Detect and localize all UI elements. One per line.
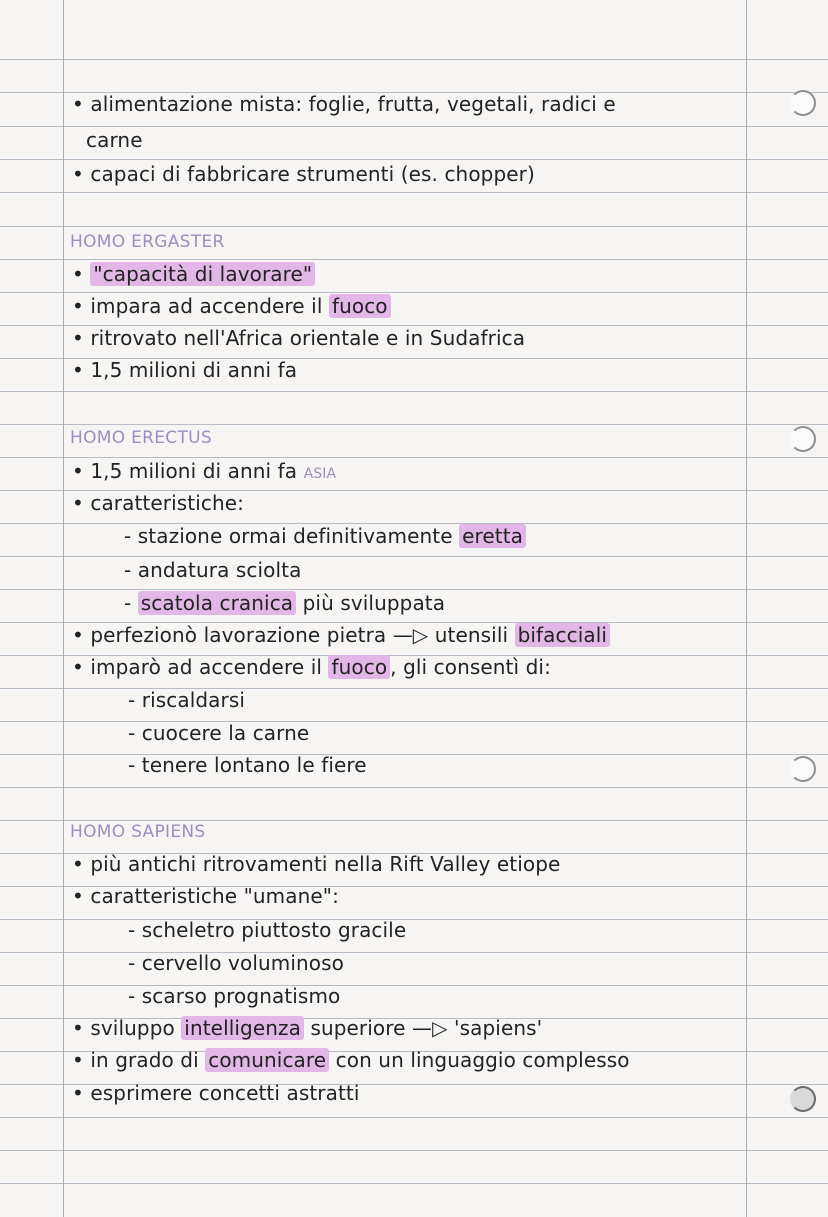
sapiens-line-7-tail: con un linguaggio complesso	[329, 1048, 630, 1072]
erectus-line-5-highlight: scatola cranica	[138, 591, 296, 615]
erectus-line-1-asia: ASIA	[303, 466, 337, 482]
ruled-line	[0, 457, 828, 458]
ruled-line	[0, 424, 828, 425]
ruled-line	[0, 59, 828, 60]
erectus-line-9: - cuocere la carne	[128, 721, 310, 745]
ruled-line	[0, 556, 828, 557]
erectus-line-5-tail: più sviluppata	[296, 591, 446, 615]
ruled-line	[0, 688, 828, 689]
erectus-line-5	[124, 591, 445, 615]
erectus-line-3-highlight: eretta	[459, 524, 526, 548]
erectus-line-7	[72, 655, 551, 679]
erectus-line-7-tail: , gli consentì di:	[390, 655, 551, 679]
ergaster-line-1-highlight: "capacità di lavorare"	[90, 262, 315, 286]
sapiens-line-6-tail: superiore —▷ 'sapiens'	[303, 1016, 543, 1040]
erectus-line-1	[72, 459, 336, 483]
sapiens-line-7-highlight: comunicare	[205, 1048, 329, 1072]
ergaster-line-2	[72, 294, 391, 318]
ruled-line	[0, 391, 828, 392]
ruled-line	[0, 126, 828, 127]
ergaster-line-3: • ritrovato nell'Africa orientale e in Sudafrica	[72, 326, 526, 350]
erectus-line-10: - tenere lontano le fiere	[128, 753, 367, 777]
sapiens-line-1: • più antichi ritrovamenti nella Rift Valley etiope	[72, 852, 561, 876]
heading-sapiens: HOMO SAPIENS	[70, 822, 206, 842]
sapiens-line-6	[72, 1016, 542, 1040]
ruled-line	[0, 1183, 828, 1184]
right-margin-line	[746, 0, 747, 1217]
heading-ergaster: HOMO ERGASTER	[70, 232, 225, 252]
ergaster-line-1-bullet: •	[72, 262, 91, 286]
ruled-line	[0, 159, 828, 160]
erectus-line-7-text: • imparò ad accendere il	[72, 655, 329, 679]
erectus-line-8: - riscaldarsi	[128, 688, 246, 712]
erectus-line-2: • caratteristiche:	[72, 491, 244, 515]
ruled-line	[0, 589, 828, 590]
punch-hole	[790, 90, 816, 116]
heading-erectus: HOMO ERECTUS	[70, 428, 212, 448]
sapiens-line-8: • esprimere concetti astratti	[72, 1081, 360, 1105]
ruled-line	[0, 1117, 828, 1118]
erectus-line-1-text: • 1,5 milioni di anni fa	[72, 459, 304, 483]
sapiens-line-3: - scheletro piuttosto gracile	[128, 918, 407, 942]
ruled-line	[0, 1150, 828, 1151]
erectus-line-4: - andatura sciolta	[124, 558, 302, 582]
ruled-line	[0, 754, 828, 755]
ruled-line	[0, 787, 828, 788]
erectus-line-7-highlight: fuoco	[328, 655, 390, 679]
punch-hole	[790, 1086, 816, 1112]
intro-line-2: carne	[86, 128, 143, 152]
sapiens-line-6-highlight: intelligenza	[181, 1016, 304, 1040]
intro-line-1: • alimentazione mista: foglie, frutta, vegetali, radici e	[72, 92, 616, 116]
erectus-line-6	[72, 623, 610, 647]
ergaster-line-1	[72, 262, 315, 286]
ruled-line	[0, 292, 828, 293]
left-margin-line	[63, 0, 64, 1217]
ruled-line	[0, 192, 828, 193]
erectus-line-3-text: - stazione ormai definitivamente	[124, 524, 460, 548]
punch-hole	[790, 426, 816, 452]
punch-hole	[790, 756, 816, 782]
ergaster-line-4: • 1,5 milioni di anni fa	[72, 358, 298, 382]
ruled-line	[0, 259, 828, 260]
erectus-line-5-dash: -	[124, 591, 138, 615]
sapiens-line-7-text: • in grado di	[72, 1048, 206, 1072]
erectus-line-3	[124, 524, 526, 548]
sapiens-line-6-text: • sviluppo	[72, 1016, 182, 1040]
sapiens-line-2: • caratteristiche "umane":	[72, 884, 339, 908]
ruled-line	[0, 820, 828, 821]
ruled-line	[0, 919, 828, 920]
ergaster-line-2-highlight: fuoco	[329, 294, 391, 318]
sapiens-line-5: - scarso prognatismo	[128, 984, 341, 1008]
sapiens-line-4: - cervello voluminoso	[128, 951, 344, 975]
erectus-line-6-text: • perfezionò lavorazione pietra —▷ utensili	[72, 623, 515, 647]
sapiens-line-7	[72, 1048, 630, 1072]
ruled-line	[0, 226, 828, 227]
ruled-line	[0, 985, 828, 986]
ruled-line	[0, 952, 828, 953]
ergaster-line-2-text: • impara ad accendere il	[72, 294, 329, 318]
intro-line-3: • capaci di fabbricare strumenti (es. chopper)	[72, 162, 535, 186]
erectus-line-6-highlight: bifacciali	[515, 623, 610, 647]
ruled-line	[0, 721, 828, 722]
